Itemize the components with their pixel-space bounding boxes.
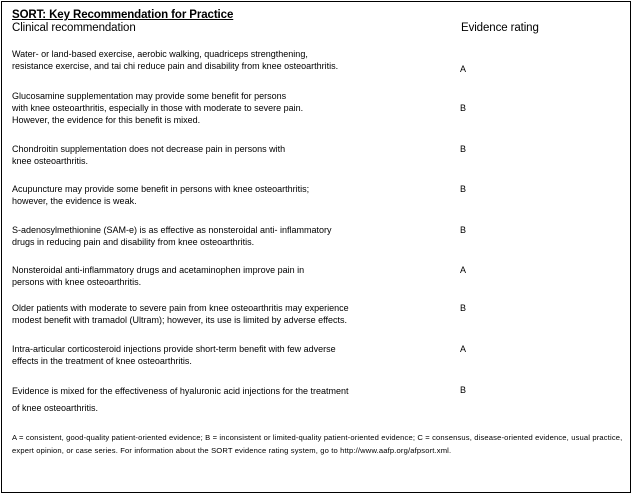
- column-header-recommendation: Clinical recommendation: [12, 22, 136, 34]
- recommendation-row: Acupuncture may provide some benefit in persons with knee osteoarthritis; however, the evidence is weak.: [12, 184, 310, 206]
- evidence-rating: B: [460, 144, 467, 154]
- recommendation-row: Older patients with moderate to severe pain from knee osteoarthritis may experience modest benefit with tramadol (Ultram); however, its use is limited by adverse effects.: [12, 303, 349, 325]
- evidence-rating: B: [460, 225, 467, 235]
- sort-table: [1, 1, 631, 493]
- evidence-rating: B: [460, 303, 467, 313]
- evidence-rating: A: [460, 344, 467, 354]
- recommendation-row: Chondroitin supplementation does not decrease pain in persons with knee osteoarthritis.: [12, 144, 286, 166]
- evidence-rating: B: [460, 103, 467, 113]
- recommendation-row: Glucosamine supplementation may provide some benefit for persons with knee osteoarthritis, especially in those with moderate to severe pain. However, the evidence for this benefit is mixed.: [12, 91, 304, 125]
- recommendation-row: Intra-articular corticosteroid injections provide short-term benefit with few adverse effects in the treatment of knee osteoarthritis.: [12, 344, 336, 366]
- evidence-rating: A: [460, 64, 467, 74]
- recommendation-row: Nonsteroidal anti-inflammatory drugs and acetaminophen improve pain in persons with knee osteoarthritis.: [12, 265, 305, 287]
- evidence-rating: A: [460, 265, 467, 275]
- recommendation-row: Evidence is mixed for the effectiveness of hyaluronic acid injections for the treatment of knee osteoarthritis.: [12, 386, 349, 413]
- table-title: SORT: Key Recommendation for Practice: [12, 9, 234, 21]
- evidence-rating: B: [460, 184, 467, 194]
- evidence-rating: B: [460, 385, 467, 395]
- recommendation-row: S-adenosylmethionine (SAM-e) is as effective as nonsteroidal anti- inflammatory drugs in reducing pain and disability from knee osteoarthritis.: [12, 225, 332, 247]
- recommendation-row: Water- or land-based exercise, aerobic walking, quadriceps strengthening, resistance exercise, and tai chi reduce pain and disability from knee osteoarthritis.: [12, 49, 339, 71]
- column-header-evidence-rating: Evidence rating: [461, 22, 539, 34]
- footnote: A = consistent, good-quality patient-oriented evidence; B = inconsistent or limited-quality patient-oriented evidence; C = consensus, disease-oriented evidence, usual practice, expert opinion, or case series. For information about the SORT evidence rating system, go to http://www.aafp.org/afpsort.xml.: [12, 433, 623, 455]
